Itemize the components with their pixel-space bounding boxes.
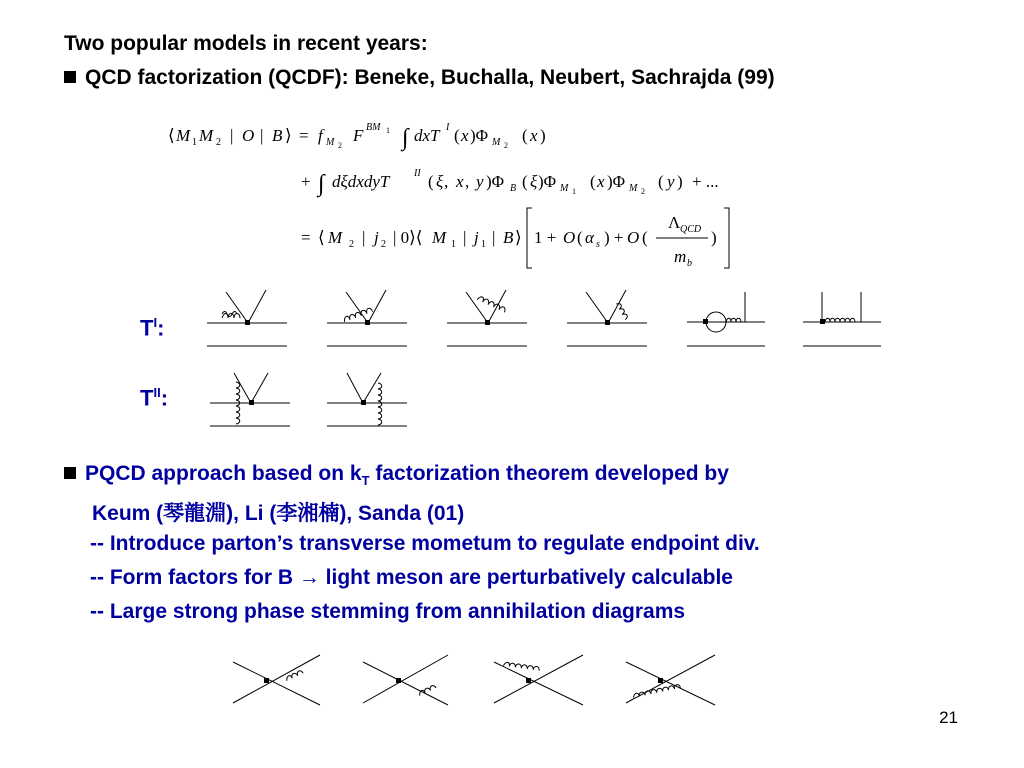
svg-text:∫: ∫ <box>402 125 409 151</box>
svg-text:y: y <box>476 172 484 191</box>
svg-text:1: 1 <box>192 137 197 148</box>
svg-text:x: x <box>530 126 538 145</box>
svg-text:2: 2 <box>338 141 342 150</box>
svg-text:|: | <box>230 126 234 145</box>
svg-text:(: ( <box>577 228 583 247</box>
svg-text:1: 1 <box>386 126 390 135</box>
svg-text:|: | <box>362 228 366 247</box>
svg-text:): ) <box>711 228 717 247</box>
pqcd-point-1: -- Introduce parton’s transverse mometum to regulate endpoint div. <box>90 532 760 555</box>
annihilation-diagram-2 <box>363 655 448 705</box>
annihilation-diagram-1 <box>233 655 320 705</box>
svg-text:m: m <box>674 247 687 266</box>
svg-text:dξdxdyT: dξdxdyT <box>332 172 390 191</box>
svg-text:M: M <box>432 228 447 247</box>
svg-text:1 +: 1 + <box>534 228 557 247</box>
svg-text:1: 1 <box>572 187 576 196</box>
svg-text:x: x <box>597 172 605 191</box>
svg-text:2: 2 <box>349 239 354 250</box>
svg-text:M: M <box>492 137 501 148</box>
pqcd-point-3: -- Large strong phase stemming from annihilation diagrams <box>90 600 686 623</box>
svg-text:)Φ: )Φ <box>538 172 557 191</box>
svg-text:O: O <box>627 228 640 247</box>
svg-text:,: , <box>444 172 449 191</box>
svg-text:⟨: ⟨ <box>318 228 325 247</box>
qcdf-text: QCD factorization (QCDF): Beneke, Buchalla, Neubert, Sachrajda (99) <box>85 66 775 89</box>
t2-label: $T^{II}$: <box>140 385 169 411</box>
svg-text:2: 2 <box>641 187 645 196</box>
svg-text:⟩: ⟩ <box>515 228 522 247</box>
svg-text:I: I <box>446 122 450 133</box>
svg-text:M: M <box>199 126 214 145</box>
svg-text:QCD: QCD <box>680 224 702 235</box>
svg-text:α: α <box>585 228 594 247</box>
svg-text:⟨: ⟨ <box>168 126 175 145</box>
t1-label: $T^I$: <box>140 315 165 341</box>
svg-text:2: 2 <box>504 141 508 150</box>
svg-text:|: | <box>463 228 467 247</box>
svg-text:M: M <box>629 183 638 194</box>
svg-text:1: 1 <box>451 239 456 250</box>
svg-text:+: + <box>301 172 311 191</box>
svg-text:ξ: ξ <box>436 172 444 191</box>
svg-text:=: = <box>299 126 309 145</box>
svg-text:x: x <box>456 172 464 191</box>
svg-text:Λ: Λ <box>668 213 681 232</box>
svg-text:II: II <box>414 168 421 179</box>
svg-text:)Φ: )Φ <box>470 126 489 145</box>
svg-text:s: s <box>596 239 600 250</box>
svg-text:ξ: ξ <box>530 172 538 191</box>
annihilation-diagram-4 <box>626 655 715 705</box>
svg-text:(: ( <box>522 126 528 145</box>
svg-text:(: ( <box>658 172 664 191</box>
svg-text:): ) <box>677 172 683 191</box>
svg-text:)Φ: )Φ <box>486 172 505 191</box>
svg-text:=: = <box>301 228 311 247</box>
svg-text:M: M <box>560 183 569 194</box>
svg-text:B: B <box>272 126 283 145</box>
svg-text:O: O <box>563 228 576 247</box>
svg-text:M: M <box>326 137 335 148</box>
svg-text:x: x <box>461 126 469 145</box>
svg-text:j: j <box>474 228 479 247</box>
svg-text:| 0⟩⟨: | 0⟩⟨ <box>393 228 423 247</box>
svg-text:(: ( <box>522 172 528 191</box>
pqcd-authors: Keum (琴龍淵), Li (李湘楠), Sanda (01) <box>92 502 465 525</box>
heading: Two popular models in recent years: <box>64 32 428 55</box>
svg-text:(: ( <box>454 126 460 145</box>
svg-text:f: f <box>318 126 323 145</box>
svg-text:M: M <box>328 228 343 247</box>
svg-text:(: ( <box>590 172 596 191</box>
svg-text:O: O <box>242 126 255 145</box>
svg-text:|: | <box>260 126 264 145</box>
svg-text:(: ( <box>642 228 648 247</box>
svg-text:dxT: dxT <box>414 126 440 145</box>
svg-text:M: M <box>176 126 191 145</box>
pqcd-bullet: PQCD approach based on $k_T$ factorization theorem developed by <box>64 462 729 488</box>
svg-text:BM: BM <box>366 122 381 133</box>
svg-text:): ) <box>540 126 546 145</box>
svg-text:|: | <box>492 228 496 247</box>
svg-text:) +: ) + <box>604 228 624 247</box>
svg-text:⟩: ⟩ <box>285 126 292 145</box>
svg-text:)Φ: )Φ <box>607 172 626 191</box>
svg-text:2: 2 <box>381 239 386 250</box>
svg-text:+ ...: + ... <box>692 172 719 191</box>
svg-text:F: F <box>353 126 364 145</box>
page-number: 21 <box>939 708 958 727</box>
svg-text:2: 2 <box>216 137 221 148</box>
svg-text:∫: ∫ <box>318 171 325 197</box>
svg-text:j: j <box>374 228 379 247</box>
svg-text:y: y <box>667 172 675 191</box>
svg-text:,: , <box>465 172 470 191</box>
svg-text:1: 1 <box>481 239 486 250</box>
svg-text:(: ( <box>428 172 434 191</box>
svg-text:b: b <box>687 258 692 269</box>
svg-text:B: B <box>510 183 517 194</box>
pqcd-point-2: -- Form factors for B → light meson are perturbatively calculable <box>90 566 733 589</box>
annihilation-diagram-3 <box>494 655 583 705</box>
svg-text:B: B <box>503 228 514 247</box>
